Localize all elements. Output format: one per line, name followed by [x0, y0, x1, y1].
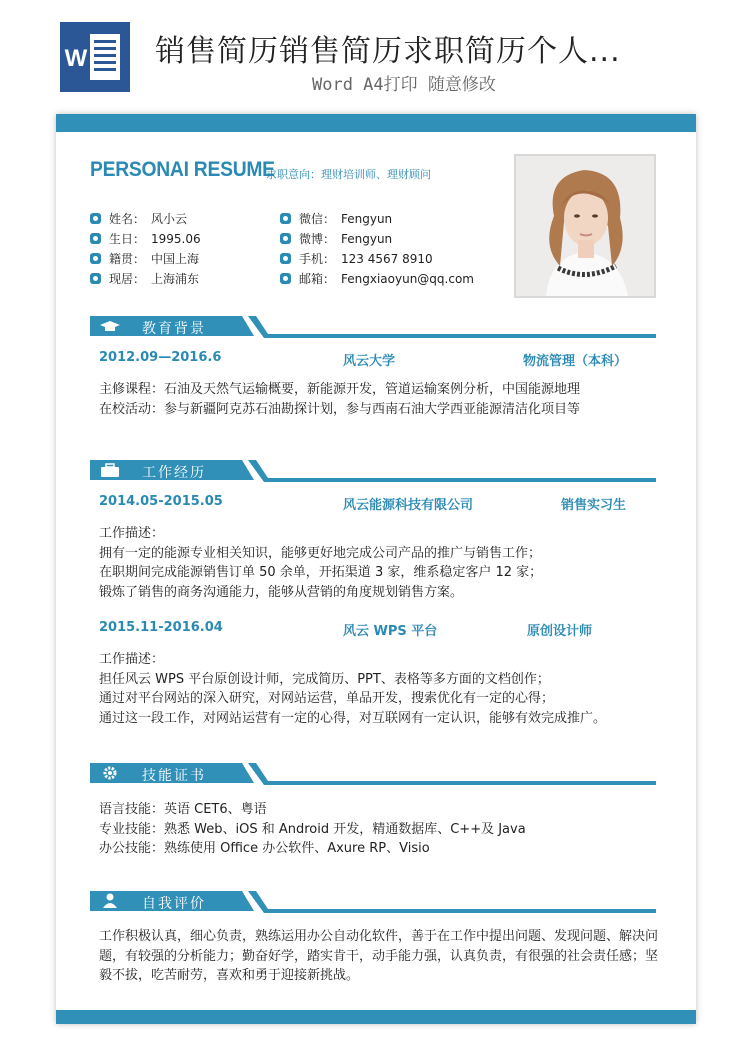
info-weibo: 微博： Fengyun	[280, 230, 392, 247]
bottom-accent-bar	[56, 1010, 696, 1024]
job-date: 2014.05-2015.05	[99, 494, 223, 509]
section-title: 工作经历	[142, 465, 206, 481]
section-title: 教育背景	[142, 321, 206, 337]
education-school: 风云大学	[343, 354, 396, 369]
education-details: 主修课程：石油及天然气运输概要，新能源开发，管道运输案例分析，中国能源地理 在校活动：参与新疆阿克苏石油勘探计划，参与西南石油大学西亚能源清洁化项目等	[99, 382, 581, 417]
self-evaluation-text: 工作积极认真，细心负责，熟练运用办公自动化软件，善于在工作中提出问题、发现问题、解决问 题，有较强的分析能力；勤奋好学，踏实肯干，动手能力强，认真负责，有很强的社会责任感；坚 毅不拔，吃苦耐劳，喜欢和勇于迎接新挑战。	[99, 929, 659, 983]
job-intent: 求职意向：理财培训师、理财顾问	[266, 168, 431, 181]
profile-photo	[514, 154, 656, 298]
info-residence: 现居： 上海浦东	[90, 270, 199, 287]
resume-page	[56, 114, 696, 1024]
section-header-skills	[90, 763, 656, 787]
skills-details: 语言技能：英语 CET6、粤语 专业技能：熟悉 Web、iOS 和 Android 开发，精通数据库、C++及 Java 办公技能：熟练使用 Office 办公软件、Axure RP、Visio	[99, 802, 526, 856]
job-role: 销售实习生	[561, 498, 627, 513]
job-description: 工作描述： 拥有一定的能源专业相关知识，能够更好地完成公司产品的推广与销售工作； 在职期间完成能源销售订单 50 余单，开拓渠道 3 家，维系稳定客户 12 家； 锻炼了销售的商务沟通能力，能够从营销的角度规划销售方案。	[99, 526, 543, 600]
hometown-icon	[90, 253, 101, 264]
document-subtitle: Word A4打印 随意修改	[312, 75, 496, 95]
section-header-education	[90, 316, 656, 340]
user-icon	[90, 213, 101, 224]
wechat-icon	[280, 213, 291, 224]
document-title: 销售简历销售简历求职简历个人...	[155, 34, 621, 69]
section-title: 自我评价	[142, 896, 206, 912]
word-icon-letter: W	[64, 45, 88, 72]
job-date: 2015.11-2016.04	[99, 620, 223, 635]
info-birthday: 生日： 1995.06	[90, 230, 201, 247]
phone-icon	[280, 253, 291, 264]
info-wechat: 微信： Fengyun	[280, 210, 392, 227]
section-header-self	[90, 891, 656, 915]
mail-icon	[280, 273, 291, 284]
job-company: 风云 WPS 平台	[343, 624, 438, 639]
info-email: 邮箱： Fengxiaoyun@qq.com	[280, 270, 474, 287]
word-document-icon	[60, 22, 130, 92]
birthday-icon	[90, 233, 101, 244]
location-icon	[90, 273, 101, 284]
job-role: 原创设计师	[527, 624, 593, 639]
gear-icon	[105, 768, 115, 778]
section-title: 技能证书	[142, 768, 206, 784]
preview-header	[0, 0, 750, 110]
top-accent-bar	[56, 114, 696, 132]
education-major: 物流管理（本科）	[523, 354, 628, 369]
job-description: 工作描述： 担任风云 WPS 平台原创设计师，完成简历、PPT、表格等多方面的文档创作； 通过对平台网站的深入研究，对网站运营，单品开发，搜索优化有一定的心得； 通过这一段工作，对网站运营有一定的心得，对互联网有一定认识，能够有效完成推广。	[99, 652, 607, 726]
job-company: 风云能源科技有限公司	[343, 498, 474, 513]
info-name: 姓名： 风小云	[90, 210, 187, 227]
resume-title: PERSONAI RESUME	[90, 158, 275, 181]
weibo-icon	[280, 233, 291, 244]
info-phone: 手机： 123 4567 8910	[280, 250, 433, 267]
info-hometown: 籍贯： 中国上海	[90, 250, 199, 267]
education-date: 2012.09—2016.6	[99, 350, 222, 365]
section-header-work	[90, 460, 656, 484]
